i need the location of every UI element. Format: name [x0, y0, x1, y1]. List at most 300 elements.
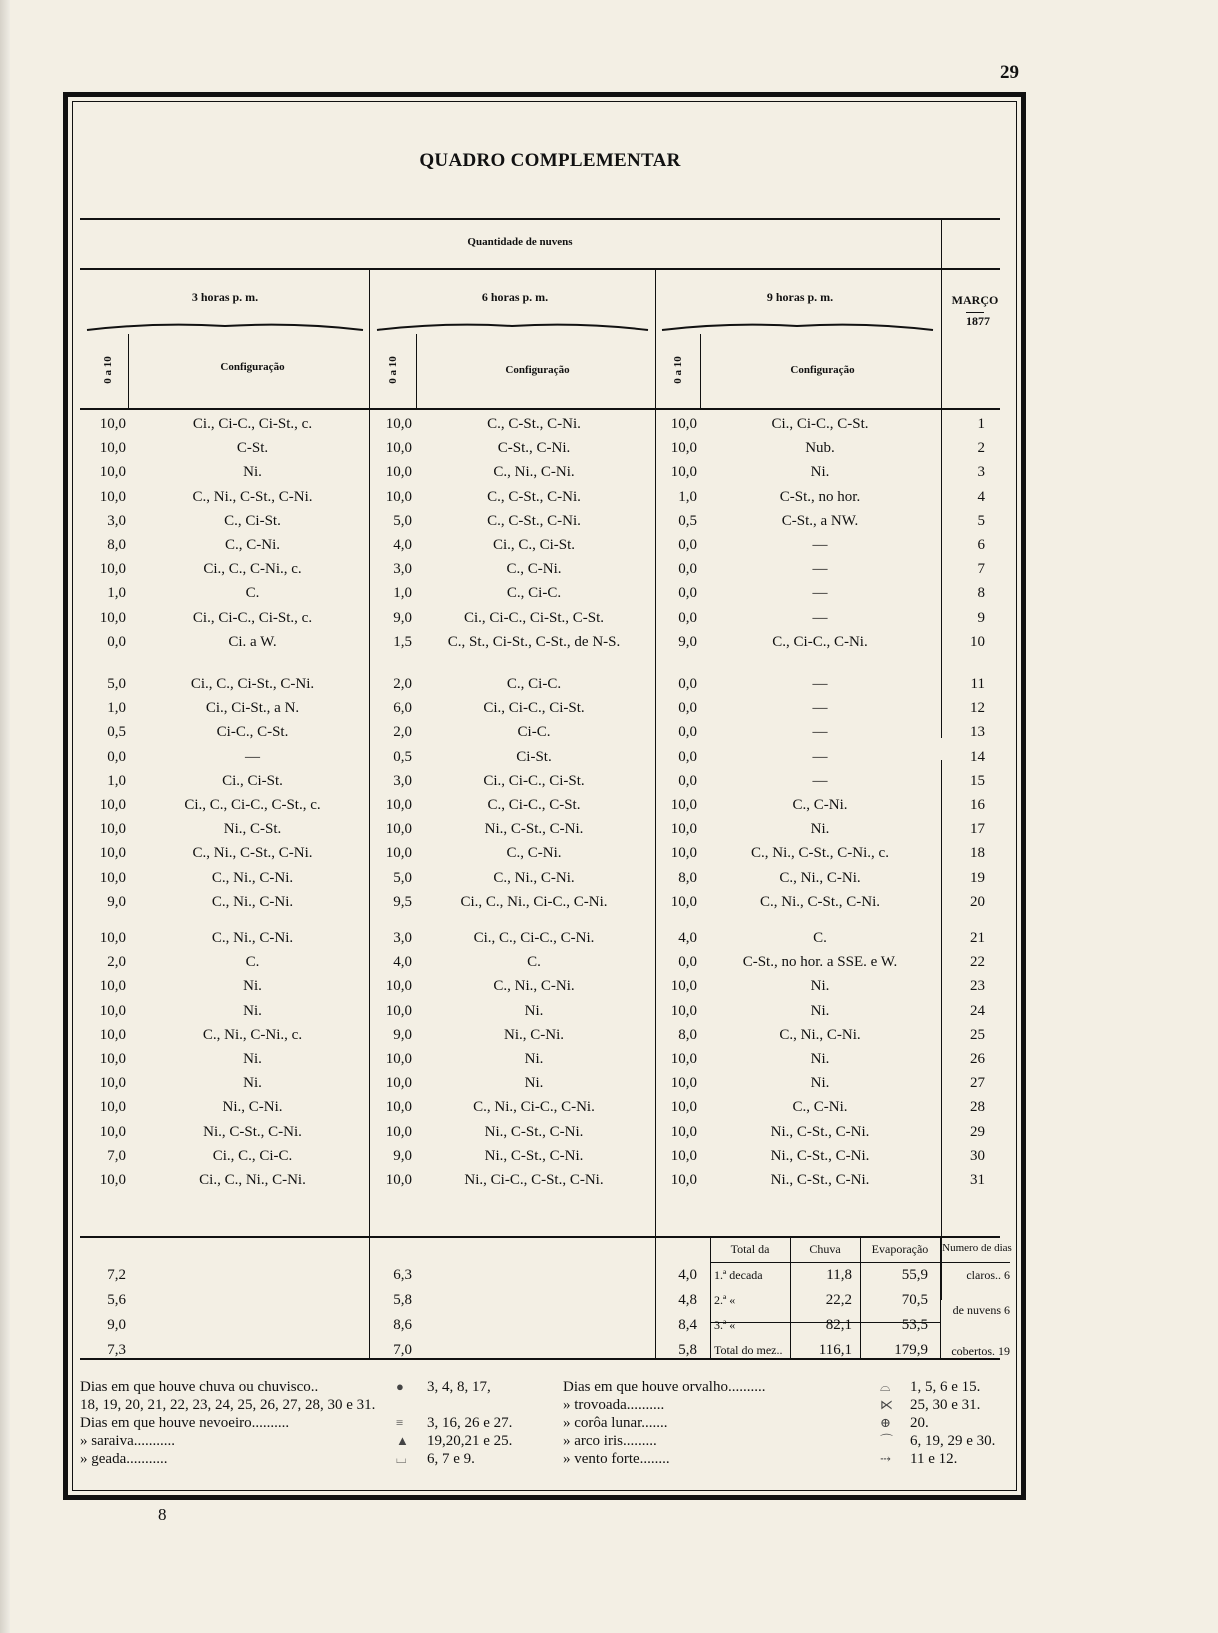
- cell-qty-3h: 10,0: [99, 1026, 126, 1043]
- qty-label-3h: 0 a 10: [102, 356, 114, 384]
- cell-qty-9h: 0,0: [678, 609, 697, 626]
- cell-qty-6h: 3,0: [393, 561, 412, 578]
- cell-config-6h: Ni.: [524, 1051, 544, 1067]
- cell-qty-6h: 10,0: [385, 1099, 412, 1116]
- book-spine: [0, 0, 10, 1633]
- cell-config-6h: Ci., C., Ci-St.: [492, 537, 576, 553]
- cell-qty-6h: 10,0: [385, 1075, 412, 1092]
- qty-divider-6h: [416, 334, 417, 408]
- cell-qty-3h: 10,0: [99, 464, 126, 481]
- cell-qty-3h: 8,0: [107, 537, 126, 553]
- left-note-value: 3, 4, 8, 17,: [427, 1379, 491, 1395]
- cell-qty-9h: 10,0: [670, 1051, 697, 1067]
- left-note-symbol-icon: ▲: [396, 1433, 409, 1448]
- cell-qty-6h: 9,0: [393, 1026, 412, 1043]
- cell-config-9h: C-St., a NW.: [781, 512, 859, 529]
- dias-claros: claros.. 6: [966, 1268, 1010, 1282]
- cell-qty-3h: 10,0: [99, 1051, 126, 1067]
- cell-qty-6h: 10,0: [385, 440, 412, 457]
- cell-config-6h: Ci., C., Ni., Ci-C., C-Ni.: [460, 893, 608, 910]
- cell-qty-6h: 10,0: [385, 1172, 412, 1188]
- cell-config-9h: —: [812, 748, 828, 765]
- cell-config-6h: Ci., Ci-C., Ci-St.: [483, 700, 585, 717]
- cell-config-3h: Ni., C-Ni.: [222, 1099, 283, 1116]
- cell-qty-3h: 10,0: [99, 1002, 126, 1019]
- cell-qty-3h: 7,0: [107, 1147, 126, 1164]
- summary-chuva: 82,1: [825, 1317, 852, 1333]
- cell-config-9h: C., C-Ni.: [792, 1099, 848, 1116]
- cell-config-9h: Ni.: [810, 821, 830, 838]
- cell-config-3h: Ni.: [243, 1002, 262, 1019]
- cell-config-9h: —: [812, 724, 828, 741]
- left-note-label: » geada...........: [80, 1451, 168, 1467]
- summary-label: Total do mez..: [714, 1343, 783, 1357]
- cell-config-6h: Ci-C.: [517, 724, 551, 741]
- cell-day: 30: [970, 1147, 985, 1164]
- cell-qty-3h: 10,0: [99, 930, 126, 946]
- summary-chuva: 11,8: [826, 1267, 852, 1283]
- cell-qty-6h: 3,0: [393, 772, 412, 789]
- cell-qty-9h: 8,0: [678, 869, 697, 886]
- cell-day: 17: [970, 821, 985, 838]
- cell-qty-3h: 10,0: [99, 440, 126, 457]
- cell-qty-6h: 10,0: [385, 797, 412, 813]
- cell-config-6h: C., Ci-C.: [506, 676, 562, 692]
- cell-config-6h: C-St., C-Ni.: [497, 440, 571, 457]
- summary-a: 7,2: [107, 1267, 126, 1283]
- cell-day: 22: [970, 954, 985, 971]
- cell-qty-9h: 10,0: [670, 893, 697, 910]
- month-label: MARÇO: [951, 293, 999, 307]
- header-group-rule: [80, 268, 1000, 270]
- left-note-symbol-icon: ⌴: [396, 1451, 407, 1466]
- cell-config-9h: Ni.: [810, 1002, 830, 1019]
- cell-day: 28: [970, 1099, 985, 1116]
- right-note-label: Dias em que houve orvalho..........: [563, 1379, 766, 1395]
- left-note-symbol-icon: ●: [396, 1379, 404, 1394]
- cell-day: 27: [970, 1075, 985, 1092]
- cell-qty-6h: 9,5: [393, 893, 412, 910]
- cell-config-6h: Ci., Ci-C., Ci-St., C-St.: [463, 609, 605, 626]
- cell-day: 11: [970, 676, 985, 692]
- month-divider: [941, 218, 942, 738]
- summary-b: 6,3: [393, 1267, 412, 1283]
- config-label-9h: Configuração: [790, 364, 855, 376]
- cell-qty-9h: 10,0: [670, 464, 697, 481]
- summary-b: 5,8: [393, 1292, 412, 1308]
- month-header: [945, 288, 1005, 329]
- cell-config-9h: —: [812, 700, 828, 717]
- cell-config-9h: C-St., no hor. a SSE. e W.: [742, 954, 898, 971]
- cell-config-3h: Ci., Ci-St.: [222, 772, 283, 789]
- cell-qty-3h: 5,0: [107, 676, 126, 692]
- summary-head-chuva: Chuva: [809, 1242, 841, 1256]
- cell-config-6h: C., Ni., C-Ni.: [493, 869, 575, 886]
- left-note-label: Dias em que houve chuva ou chuvisco..: [80, 1379, 319, 1395]
- cell-config-6h: Ni., Ci-C., C-St., C-Ni.: [464, 1172, 604, 1188]
- cell-qty-6h: 4,0: [393, 954, 412, 971]
- cell-config-9h: C., Ni., C-St., C-Ni.: [759, 893, 880, 910]
- cell-config-9h: C., Ni., C-St., C-Ni., c.: [751, 845, 889, 862]
- cell-config-6h: Ci., Ci-C., Ci-St.: [483, 772, 585, 789]
- cell-day: 7: [977, 561, 985, 578]
- cell-qty-9h: 10,0: [670, 1075, 697, 1092]
- left-note-label: » saraiva...........: [80, 1433, 175, 1449]
- cell-day: 6: [977, 537, 985, 553]
- cell-day: 24: [970, 1002, 985, 1019]
- brace-9h: [660, 320, 935, 332]
- cell-config-3h: C., Ni., C-Ni., c.: [202, 1026, 303, 1043]
- right-note-label: » trovoada..........: [563, 1397, 665, 1413]
- cell-qty-3h: 10,0: [99, 561, 126, 578]
- cell-qty-9h: 10,0: [670, 1002, 697, 1019]
- summary-a: 7,3: [107, 1342, 126, 1358]
- cell-config-9h: —: [812, 676, 828, 692]
- group-header-3h: 3 horas p. m.: [191, 290, 259, 304]
- cell-config-6h: C., St., Ci-St., C-St., de N-S.: [447, 633, 621, 650]
- cell-qty-6h: 10,0: [385, 1002, 412, 1019]
- cell-day: 19: [970, 869, 985, 886]
- cell-config-9h: C.: [813, 930, 827, 946]
- left-note-value: 6, 7 e 9.: [427, 1451, 475, 1467]
- cell-config-9h: Ni., C-St., C-Ni.: [770, 1147, 870, 1164]
- cell-qty-9h: 10,0: [670, 845, 697, 862]
- summary-chuva: 22,2: [825, 1292, 852, 1308]
- header-bottom-rule: [80, 408, 1000, 410]
- cell-config-3h: Ni.: [243, 1075, 262, 1092]
- cell-day: 21: [970, 930, 985, 946]
- cell-qty-9h: 0,0: [678, 772, 697, 789]
- cell-config-9h: —: [812, 537, 828, 553]
- summary-divider-b: [790, 1236, 791, 1358]
- summary-chuva: 116,1: [818, 1342, 852, 1358]
- cell-qty-6h: 10,0: [385, 978, 412, 995]
- config-label-3h: Configuração: [220, 361, 285, 373]
- cell-qty-3h: 10,0: [99, 1172, 126, 1188]
- right-note-symbol-icon: ⌓: [880, 1379, 891, 1394]
- summary-divider-d: [940, 1236, 941, 1358]
- summary-c: 8,4: [678, 1317, 697, 1333]
- cell-config-3h: C., Ni., C-Ni.: [211, 893, 294, 910]
- cell-config-6h: Ni., C-St., C-Ni.: [484, 1123, 584, 1140]
- summary-evap: 70,5: [901, 1292, 928, 1308]
- cell-qty-9h: 10,0: [670, 821, 697, 838]
- page-title: QUADRO COMPLEMENTAR: [419, 150, 681, 171]
- summary-evap: 179,9: [894, 1342, 928, 1358]
- cell-config-3h: Ci., C., C-Ni., c.: [203, 561, 302, 578]
- right-note-symbol-icon: ⌒: [880, 1433, 894, 1448]
- cell-qty-6h: 5,0: [393, 869, 412, 886]
- summary-evap: 53,5: [901, 1317, 928, 1333]
- right-note-symbol-icon: ⤏: [880, 1451, 891, 1466]
- cell-qty-3h: 10,0: [99, 1123, 126, 1140]
- cell-qty-9h: 0,0: [678, 585, 697, 602]
- cell-qty-6h: 10,0: [385, 1123, 412, 1140]
- dias-cobertos: cobertos. 19: [951, 1344, 1010, 1358]
- summary-label: 1.ª decada: [714, 1268, 763, 1282]
- right-note-value: 11 e 12.: [910, 1451, 958, 1467]
- cell-config-3h: Ci., C., Ci-St., C-Ni.: [190, 676, 315, 692]
- left-note-symbol-icon: ≡: [396, 1415, 404, 1430]
- summary-label: 3.ª «: [714, 1318, 736, 1332]
- cell-qty-3h: 1,0: [107, 772, 126, 789]
- cell-qty-6h: 10,0: [385, 416, 412, 432]
- cell-config-9h: C., Ci-C., C-Ni.: [772, 633, 868, 650]
- group-header-9h: 9 horas p. m.: [766, 290, 834, 304]
- cell-config-9h: Ni., C-St., C-Ni.: [770, 1123, 870, 1140]
- cell-config-3h: C-St.: [236, 440, 269, 457]
- cell-day: 8: [977, 585, 985, 602]
- right-note-symbol-icon: ⊕: [880, 1415, 891, 1430]
- cell-day: 10: [970, 633, 985, 650]
- right-note-value: 6, 19, 29 e 30.: [910, 1433, 996, 1449]
- cell-qty-9h: 10,0: [670, 978, 697, 995]
- cell-qty-3h: 10,0: [99, 1099, 126, 1116]
- cell-qty-3h: 10,0: [99, 797, 126, 813]
- cell-qty-6h: 6,0: [393, 700, 412, 717]
- cell-day: 23: [970, 978, 985, 995]
- cell-config-9h: C., C-Ni.: [792, 797, 848, 813]
- summary-a: 9,0: [107, 1317, 126, 1333]
- summary-divider-c: [860, 1236, 861, 1358]
- brace-3h: [85, 320, 365, 332]
- cell-config-3h: Ni.: [243, 1051, 262, 1067]
- summary-head-dias: Numero de dias: [942, 1242, 1012, 1254]
- summary-b: 7,0: [393, 1342, 412, 1358]
- cell-config-9h: C., Ni., C-Ni.: [779, 1026, 861, 1043]
- cell-qty-6h: 10,0: [385, 464, 412, 481]
- cell-config-6h: C., Ni., C-Ni.: [493, 978, 575, 995]
- cell-config-6h: C., Ni., C-Ni.: [493, 464, 575, 481]
- cell-config-3h: Ni., C-St., C-Ni.: [203, 1123, 302, 1140]
- cell-qty-9h: 0,0: [678, 537, 697, 553]
- cell-config-6h: C., Ci-C.: [506, 585, 562, 602]
- year-label: 1877: [966, 314, 990, 328]
- cell-config-3h: Ci., Ci-C., Ci-St., c.: [192, 416, 313, 432]
- month-divider-lower: [941, 760, 942, 1300]
- cell-config-9h: Ci., Ci-C., C-St.: [771, 416, 869, 432]
- cell-day: 13: [970, 724, 985, 741]
- cell-qty-6h: 10,0: [385, 488, 412, 505]
- qty-divider-9h: [700, 334, 701, 408]
- header-super-label: Quantidade de nuvens: [467, 236, 573, 248]
- left-note-value: 3, 16, 26 e 27.: [427, 1415, 513, 1431]
- cell-qty-6h: 0,5: [393, 748, 412, 765]
- cell-day: 26: [970, 1051, 985, 1067]
- cell-config-3h: Ni., C-St.: [223, 821, 282, 838]
- cell-config-3h: —: [245, 748, 260, 765]
- cell-config-9h: Ni.: [810, 1051, 830, 1067]
- summary-c: 4,8: [678, 1292, 697, 1308]
- cell-config-3h: Ci. a W.: [228, 633, 277, 650]
- cell-qty-6h: 1,5: [393, 633, 412, 650]
- cell-qty-9h: 0,0: [678, 676, 697, 692]
- cell-config-3h: Ni.: [243, 464, 262, 481]
- cell-day: 2: [977, 440, 985, 457]
- cell-config-3h: Ci., Ci-St., a N.: [205, 700, 300, 717]
- cell-qty-3h: 10,0: [99, 978, 126, 995]
- cell-day: 4: [977, 488, 985, 505]
- cell-qty-3h: 0,0: [107, 748, 126, 765]
- cell-day: 29: [970, 1123, 985, 1140]
- cell-qty-6h: 4,0: [393, 537, 412, 553]
- cell-config-3h: Ci., C., Ni., C-Ni.: [199, 1172, 306, 1188]
- cell-config-6h: C., C-St., C-Ni.: [487, 512, 581, 529]
- config-label-6h: Configuração: [505, 364, 570, 376]
- cell-day: 3: [977, 464, 985, 481]
- qty-label-9h: 0 a 10: [672, 356, 684, 384]
- cell-qty-6h: 10,0: [385, 845, 412, 862]
- summary-b: 8,6: [393, 1317, 412, 1333]
- cell-qty-9h: 1,0: [678, 488, 697, 505]
- cell-qty-3h: 0,5: [107, 724, 126, 741]
- cell-config-6h: C., Ci-C., C-St.: [487, 797, 581, 813]
- summary-evap: 55,9: [901, 1267, 928, 1283]
- cell-config-3h: C., Ci-St.: [224, 512, 281, 529]
- cell-day: 12: [970, 700, 985, 717]
- cell-qty-6h: 1,0: [393, 585, 412, 602]
- brace-6h: [375, 320, 650, 332]
- qty-label-6h: 0 a 10: [387, 356, 399, 384]
- cell-config-3h: C., Ni., C-Ni.: [211, 869, 294, 886]
- cell-day: 14: [970, 748, 985, 765]
- cell-qty-9h: 0,0: [678, 724, 697, 741]
- right-note-label: » arco iris.........: [563, 1433, 657, 1449]
- cell-qty-9h: 0,5: [678, 512, 697, 529]
- cell-config-3h: C.: [245, 585, 260, 602]
- cell-config-3h: C., C-Ni.: [224, 537, 280, 553]
- cell-qty-6h: 2,0: [393, 724, 412, 741]
- cell-qty-9h: 10,0: [670, 1099, 697, 1116]
- cell-config-6h: C., C-Ni.: [506, 561, 562, 578]
- summary-divider-a: [710, 1236, 711, 1358]
- cell-config-9h: Ni., C-St., C-Ni.: [770, 1172, 870, 1188]
- cell-qty-3h: 10,0: [99, 821, 126, 838]
- cell-qty-3h: 10,0: [99, 845, 126, 862]
- group-header-6h: 6 horas p. m.: [481, 290, 549, 304]
- cell-config-9h: —: [812, 585, 828, 602]
- summary-label: 2.ª «: [714, 1293, 736, 1307]
- cell-qty-6h: 5,0: [393, 512, 412, 529]
- cell-config-9h: C-St., no hor.: [779, 488, 861, 505]
- left-note-label: 18, 19, 20, 21, 22, 23, 24, 25, 26, 27, 28, 30 e 31.: [80, 1397, 376, 1413]
- cell-config-6h: C., C-St., C-Ni.: [487, 416, 581, 432]
- summary-head-total: Total da: [730, 1242, 770, 1256]
- cell-qty-3h: 9,0: [107, 893, 126, 910]
- cell-config-3h: C.: [245, 954, 260, 971]
- cell-config-3h: C., Ni., C-Ni.: [211, 930, 294, 946]
- cell-config-6h: C., Ni., Ci-C., C-Ni.: [473, 1099, 595, 1116]
- cell-qty-9h: 10,0: [670, 416, 697, 432]
- cell-config-9h: Ni.: [810, 464, 830, 481]
- cell-qty-9h: 4,0: [678, 930, 697, 946]
- cell-config-9h: Nub.: [805, 440, 835, 457]
- cell-day: 15: [970, 772, 985, 789]
- cell-config-3h: C., Ni., C-St., C-Ni.: [192, 488, 313, 505]
- cell-day: 1: [977, 416, 985, 432]
- cell-day: 20: [970, 893, 985, 910]
- cell-qty-9h: 8,0: [678, 1026, 697, 1043]
- right-note-value: 1, 5, 6 e 15.: [910, 1379, 981, 1395]
- cell-config-6h: C.: [527, 954, 541, 971]
- cell-config-9h: —: [812, 609, 828, 626]
- cell-config-9h: Ni.: [810, 1075, 830, 1092]
- cell-config-6h: C., C-St., C-Ni.: [487, 488, 581, 505]
- cell-qty-9h: 10,0: [670, 440, 697, 457]
- cell-config-3h: Ci., Ci-C., Ci-St., c.: [192, 609, 313, 626]
- page-footer-number: 8: [158, 1505, 167, 1524]
- cell-config-3h: Ci., C., Ci-C., C-St., c.: [184, 797, 321, 813]
- cell-day: 9: [977, 609, 985, 626]
- cell-config-6h: Ni., C-Ni.: [504, 1026, 564, 1043]
- cell-config-6h: Ci., C., Ci-C., C-Ni.: [473, 930, 595, 946]
- page-number: 29: [1000, 62, 1019, 83]
- cell-config-6h: Ni.: [524, 1002, 544, 1019]
- cell-config-3h: Ci., C., Ci-C.: [212, 1147, 293, 1164]
- cell-config-9h: C., Ni., C-Ni.: [779, 869, 861, 886]
- cell-day: 25: [970, 1026, 985, 1043]
- cell-qty-9h: 10,0: [670, 797, 697, 813]
- cell-day: 16: [970, 797, 985, 813]
- cell-qty-9h: 10,0: [670, 1123, 697, 1140]
- cell-qty-3h: 10,0: [99, 488, 126, 505]
- cell-qty-3h: 1,0: [107, 700, 126, 717]
- cell-config-9h: —: [812, 772, 828, 789]
- cell-qty-9h: 0,0: [678, 561, 697, 578]
- cell-qty-9h: 10,0: [670, 1172, 697, 1188]
- cell-qty-9h: 0,0: [678, 954, 697, 971]
- cell-config-3h: C., Ni., C-St., C-Ni.: [192, 845, 313, 862]
- cell-config-9h: Ni.: [810, 978, 830, 995]
- cell-qty-9h: 10,0: [670, 1147, 697, 1164]
- cell-qty-3h: 3,0: [107, 512, 126, 529]
- cell-config-6h: Ni., C-St., C-Ni.: [484, 1147, 584, 1164]
- header-top-rule: [80, 218, 1000, 220]
- right-note-value: 20.: [910, 1415, 929, 1431]
- cell-qty-6h: 9,0: [393, 609, 412, 626]
- summary-a: 5,6: [107, 1292, 126, 1308]
- cell-qty-6h: 10,0: [385, 1051, 412, 1067]
- qty-divider-3h: [128, 334, 129, 408]
- cell-qty-9h: 0,0: [678, 748, 697, 765]
- cell-qty-3h: 10,0: [99, 416, 126, 432]
- summary-top-rule: [80, 1236, 1000, 1238]
- cell-qty-3h: 2,0: [107, 954, 126, 971]
- cell-qty-6h: 3,0: [393, 930, 412, 946]
- dias-nuvens: de nuvens 6: [952, 1303, 1010, 1317]
- cell-config-6h: C., C-Ni.: [506, 845, 562, 862]
- cell-config-6h: Ni.: [524, 1075, 544, 1092]
- cell-day: 5: [977, 512, 985, 529]
- right-note-value: 25, 30 e 31.: [910, 1397, 981, 1413]
- cell-qty-6h: 10,0: [385, 821, 412, 838]
- summary-c: 5,8: [678, 1342, 697, 1358]
- cell-qty-9h: 0,0: [678, 700, 697, 717]
- cell-qty-6h: 2,0: [393, 676, 412, 692]
- summary-c: 4,0: [678, 1267, 697, 1283]
- cell-config-3h: Ni.: [243, 978, 262, 995]
- cell-qty-3h: 10,0: [99, 1075, 126, 1092]
- cell-qty-3h: 0,0: [107, 633, 126, 650]
- cell-config-6h: Ni., C-St., C-Ni.: [484, 821, 584, 838]
- cell-qty-3h: 10,0: [99, 609, 126, 626]
- cell-qty-3h: 1,0: [107, 585, 126, 602]
- right-note-label: » vento forte........: [563, 1451, 670, 1467]
- summary-head-evap: Evaporação: [871, 1242, 929, 1256]
- cell-config-3h: Ci-C., C-St.: [216, 724, 289, 741]
- cell-day: 18: [970, 845, 985, 862]
- left-note-label: Dias em que houve nevoeiro..........: [80, 1415, 290, 1431]
